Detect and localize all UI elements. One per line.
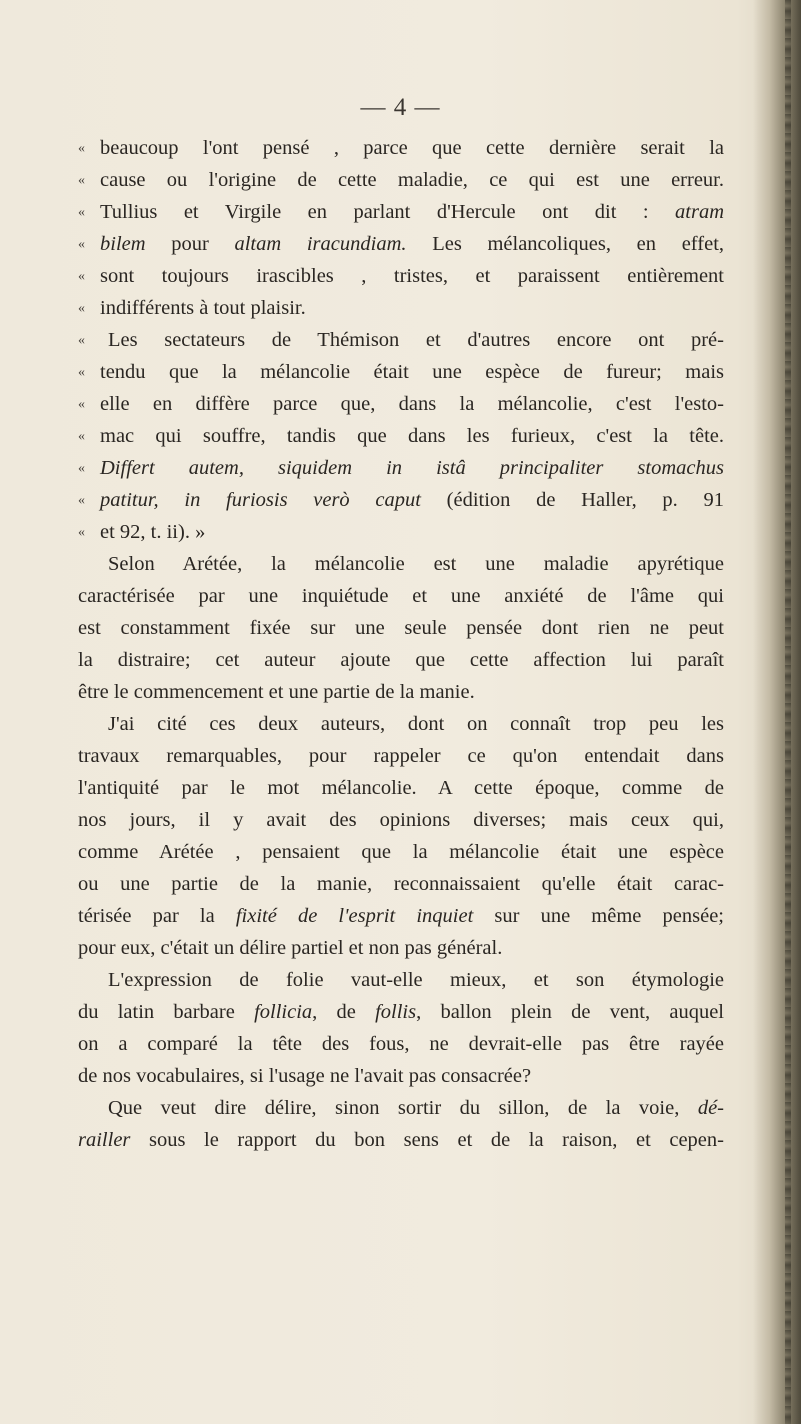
text-line — [78, 228, 724, 260]
text-line — [78, 260, 724, 292]
text-line — [78, 420, 724, 452]
text-line — [78, 1028, 724, 1060]
text-line — [78, 964, 724, 996]
italic-text: follicia — [254, 1001, 313, 1023]
text-line — [78, 1060, 724, 1092]
text-segment: térisée par la — [78, 905, 236, 927]
quote-mark: « — [78, 365, 85, 380]
italic-text: follis — [375, 1001, 417, 1023]
text-segment: indifférents à tout plaisir. — [100, 297, 306, 319]
quote-mark: « — [78, 205, 85, 220]
text-segment: tendu que la mélancolie était une espèce de fureur; mais — [100, 361, 724, 383]
italic-text: railler — [78, 1129, 131, 1151]
text-line — [78, 580, 724, 612]
text-segment: , de — [312, 1001, 376, 1023]
text-segment: pour eux, c'était un délire partiel et non pas général. — [78, 937, 503, 959]
italic-text: Differt autem, siquidem in istâ principaliter stomachus — [100, 457, 724, 479]
text-segment: du latin barbare — [78, 1001, 255, 1023]
text-line — [78, 292, 724, 324]
quote-mark: « — [78, 397, 85, 412]
text-segment: elle en diffère parce que, dans la mélancolie, c'est l'esto- — [100, 393, 724, 415]
quote-mark: « — [78, 525, 85, 540]
text-segment: caractérisée par une inquiétude et une anxiété de l'âme qui — [78, 585, 724, 607]
text-line — [78, 932, 724, 964]
text-segment: sous le rapport du bon sens et de la raison, et cepen- — [130, 1129, 724, 1151]
italic-text: patitur, in furiosis verò caput — [100, 489, 421, 511]
text-segment: J'ai cité ces deux auteurs, dont on connaît trop peu les — [108, 713, 724, 735]
text-line — [78, 1124, 724, 1156]
text-line — [78, 612, 724, 644]
italic-text: bilem — [100, 233, 146, 255]
text-segment: L'expression de folie vaut-elle mieux, et son étymologie — [108, 969, 724, 991]
text-segment: nos jours, il y avait des opinions diverses; mais ceux qui, — [78, 809, 724, 831]
text-segment: ou une partie de la manie, reconnaissaient qu'elle était carac- — [78, 873, 724, 895]
text-line — [78, 516, 724, 548]
text-segment: pour — [145, 233, 235, 255]
text-segment: de nos vocabulaires, si l'usage ne l'avait pas consacrée? — [78, 1065, 532, 1087]
text-segment: et 92, t. ii). » — [100, 521, 206, 543]
text-segment: Que veut dire délire, sinon sortir du sillon, de la voie, — [108, 1097, 698, 1119]
text-line — [78, 388, 724, 420]
quote-mark: « — [78, 141, 85, 156]
text-segment: Tullius et Virgile en parlant d'Hercule ont dit : — [100, 201, 676, 223]
text-segment: Selon Arétée, la mélancolie est une maladie apyrétique — [108, 553, 724, 575]
quote-mark: « — [78, 429, 85, 444]
text-line — [78, 772, 724, 804]
italic-text: dé- — [697, 1097, 724, 1119]
text-line — [78, 356, 724, 388]
text-segment: sont toujours irascibles , tristes, et paraissent entièrement — [100, 265, 724, 287]
text-segment: beaucoup l'ont pensé , parce que cette dernière serait la — [100, 137, 724, 159]
text-segment: cause ou l'origine de cette maladie, ce qui est une erreur. — [100, 169, 724, 191]
text-line — [78, 196, 724, 228]
page-body-text — [78, 132, 724, 1156]
text-line — [78, 996, 724, 1028]
text-line — [78, 740, 724, 772]
text-segment: sur une même pensée; — [473, 905, 724, 927]
italic-text: altam iracundiam. — [234, 233, 407, 255]
text-segment: être le commencement et une partie de la manie. — [78, 681, 475, 703]
text-segment: est constamment fixée sur une seule pensée dont rien ne peut — [78, 617, 724, 639]
quote-mark: « — [78, 301, 85, 316]
text-line — [78, 836, 724, 868]
page-binding-edge — [753, 0, 801, 1424]
text-line — [78, 132, 724, 164]
text-line — [78, 900, 724, 932]
text-line — [78, 452, 724, 484]
text-segment: travaux remarquables, pour rappeler ce qu'on entendait dans — [78, 745, 724, 767]
italic-text: atram — [675, 201, 724, 223]
text-line — [78, 164, 724, 196]
text-segment: Les mélancoliques, en effet, — [406, 233, 725, 255]
quote-mark: « — [78, 461, 85, 476]
quote-mark: « — [78, 333, 85, 348]
text-segment: la distraire; cet auteur ajoute que cette affection lui paraît — [78, 649, 724, 671]
text-segment: comme Arétée , pensaient que la mélancolie était une espèce — [78, 841, 724, 863]
quote-mark: « — [78, 493, 85, 508]
text-segment: (édition de Haller, p. 91 — [420, 489, 724, 511]
text-line — [78, 484, 724, 516]
text-line — [78, 676, 724, 708]
italic-text: fixité de l'esprit inquiet — [235, 905, 474, 927]
text-segment: Les sectateurs de Thémison et d'autres encore ont pré- — [108, 329, 724, 351]
quote-mark: « — [78, 269, 85, 284]
text-segment: l'antiquité par le mot mélancolie. A cette époque, comme de — [78, 777, 724, 799]
quote-mark: « — [78, 237, 85, 252]
text-line — [78, 868, 724, 900]
text-segment: on a comparé la tête des fous, ne devrait-elle pas être rayée — [78, 1033, 724, 1055]
text-line — [78, 1092, 724, 1124]
text-line — [78, 548, 724, 580]
page-number: — 4 — — [360, 94, 441, 121]
text-segment: , ballon plein de vent, auquel — [416, 1001, 724, 1023]
quote-mark: « — [78, 173, 85, 188]
text-line — [78, 324, 724, 356]
text-line — [78, 804, 724, 836]
text-line — [78, 644, 724, 676]
text-segment: mac qui souffre, tandis que dans les furieux, c'est la tête. — [100, 425, 724, 447]
text-line — [78, 708, 724, 740]
